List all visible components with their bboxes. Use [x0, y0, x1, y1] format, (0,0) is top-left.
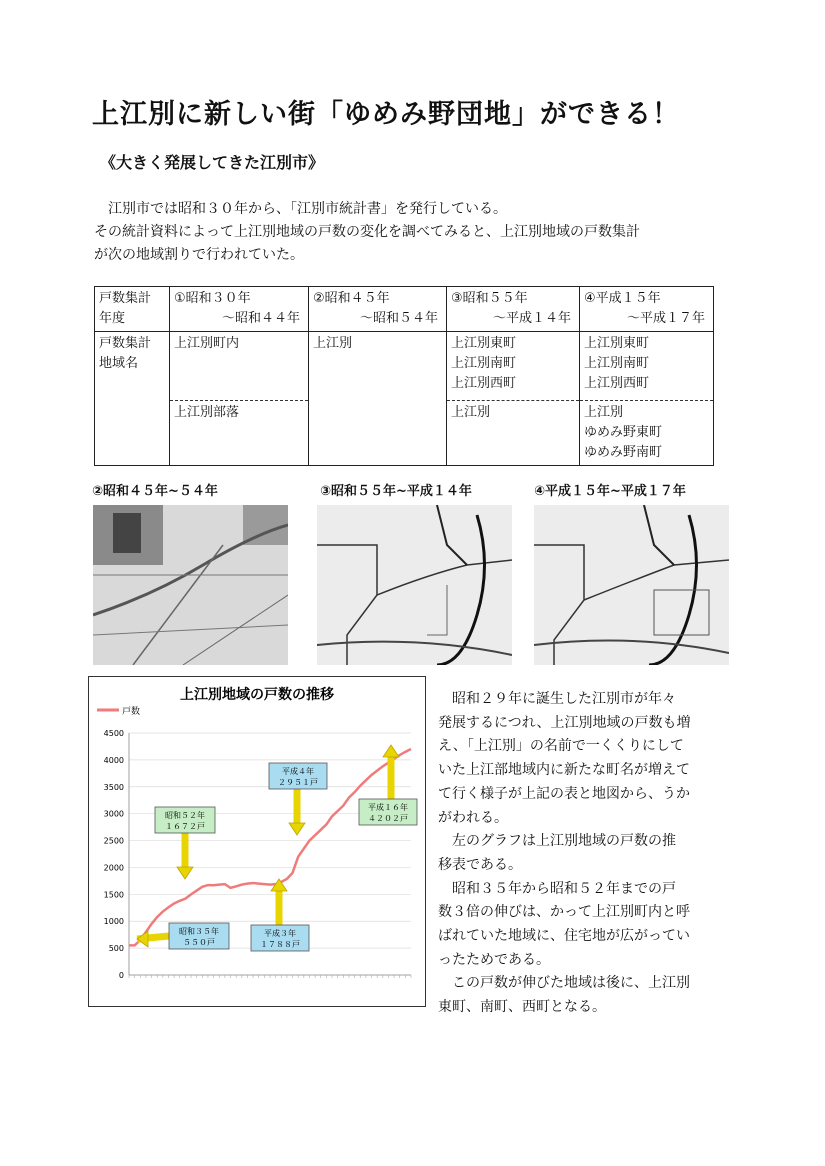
map-caption: ②昭和４５年~５４年	[92, 484, 218, 499]
period-start: ④平成１５年	[584, 291, 661, 306]
intro-line: 江別市では昭和３０年から、「江別市統計書」を発行している。	[94, 201, 507, 217]
period-end: ～平成１７年	[626, 311, 705, 326]
intro-line: その統計資料によって上江別地域の戸数の変化を調べてみると、上江別地域の戸数集計	[94, 224, 640, 240]
area-division-table	[94, 286, 714, 466]
period-header-cell	[170, 287, 309, 332]
y-tick-label: 4000	[103, 755, 124, 765]
table-row-areas	[95, 332, 714, 466]
callout-arrow-head	[137, 931, 148, 947]
paragraph-line: 昭和２９年に誕生した江別市が年々	[438, 691, 676, 707]
paragraph-line: ったためである。	[438, 951, 550, 968]
table-row-years	[95, 287, 714, 332]
paragraph-line: ばれていた地域に、住宅地が広がってい	[438, 928, 690, 945]
paragraph-line: いた上江部地域内に新たな町名が増えて	[438, 762, 690, 779]
area-name: 上江別部落	[174, 405, 240, 420]
period-header-cell	[580, 287, 714, 332]
area-name: ゆめみ野東町	[584, 425, 663, 440]
period-start: ③昭和５５年	[451, 291, 528, 306]
row-header-line: 地域名	[99, 356, 139, 371]
area-name: 上江別東町	[451, 336, 517, 351]
body-paragraph	[438, 688, 691, 1020]
row-header-cell	[95, 332, 170, 466]
chart-canvas	[89, 677, 425, 1006]
area-name: ゆめみ野南町	[584, 445, 663, 460]
area-name: 上江別西町	[451, 376, 517, 391]
y-tick-label: 0	[118, 971, 124, 980]
area-cell	[170, 332, 309, 466]
period-start: ①昭和３０年	[174, 291, 251, 306]
y-tick-label: 1500	[103, 890, 124, 900]
row-header-cell	[95, 287, 170, 332]
callout-label: 昭和５２年	[165, 811, 205, 820]
map-caption: ③昭和５５年~平成１４年	[320, 484, 472, 499]
area-name: 上江別	[313, 336, 353, 351]
section-heading: 《大きく発展してきた江別市》	[100, 153, 325, 172]
intro-line: が次の地域割りで行われていた。	[94, 247, 304, 263]
paragraph-line: この戸数が伸びた地域は後に、上江別	[438, 975, 690, 992]
callout-value: １６７２戸	[165, 822, 205, 831]
callout-value: ２９５１戸	[278, 778, 318, 787]
legend-label: 戸数	[122, 707, 141, 717]
y-tick-label: 2000	[103, 863, 124, 873]
callout-label: 平成３年	[264, 929, 296, 938]
period-end: ～昭和５４年	[359, 311, 438, 326]
area-name: 上江別東町	[584, 336, 650, 351]
paragraph-line: 数３倍の伸びは、かって上江別町内と呼	[438, 904, 690, 921]
area-name: 上江別西町	[584, 376, 650, 391]
area-name: 上江別南町	[451, 356, 517, 371]
household-chart	[88, 676, 426, 1007]
paragraph-line: がわれる。	[438, 809, 508, 826]
paragraph-line: 東町、南町、西町となる。	[438, 999, 606, 1016]
row-header-line: 戸数集計	[99, 291, 152, 306]
y-tick-label: 1000	[103, 917, 124, 927]
callout-label: 平成１６年	[368, 803, 408, 812]
callout-value: ５５０戸	[183, 938, 215, 947]
map-image-2	[317, 505, 512, 665]
paragraph-line: 昭和３５年から昭和５２年までの戸	[438, 880, 676, 897]
chart-title: 上江別地域の戸数の推移	[180, 687, 334, 703]
callout-value: ４２０２戸	[368, 814, 408, 823]
period-header-cell	[309, 287, 447, 332]
y-tick-label: 3000	[103, 809, 124, 819]
callout-label: 平成４年	[282, 767, 314, 776]
callout-arrow-head	[383, 745, 399, 757]
callout-value: １７８８戸	[260, 940, 300, 949]
y-tick-label: 3500	[103, 782, 124, 792]
y-tick-label: 2500	[103, 836, 124, 846]
row-header-line: 戸数集計	[99, 336, 152, 351]
period-start: ②昭和４５年	[313, 291, 390, 306]
map-image-1	[93, 505, 288, 665]
period-header-cell	[447, 287, 580, 332]
area-name: 上江別	[584, 405, 624, 420]
y-tick-label: 500	[108, 944, 124, 954]
callout-label: 昭和３５年	[179, 927, 219, 936]
paragraph-line: て行く様子が上記の表と地図から、うか	[438, 785, 690, 802]
page-title: 上江別に新しい街「ゆめみ野団地」ができる！	[92, 99, 680, 130]
map-caption: ④平成１５年~平成１７年	[534, 484, 686, 499]
area-name: 上江別町内	[174, 336, 240, 351]
area-name: 上江別南町	[584, 356, 650, 371]
callout-arrow-head	[177, 867, 193, 879]
area-cell	[580, 332, 714, 466]
row-header-line: 年度	[99, 311, 126, 326]
callout-arrow-head	[289, 823, 305, 835]
paragraph-line: え、「上江別」の名前で一くくりにして	[438, 738, 684, 755]
area-name: 上江別	[451, 405, 491, 420]
period-end: ～昭和４４年	[221, 311, 300, 326]
area-cell	[447, 332, 580, 466]
paragraph-line: 左のグラフは上江別地域の戸数の推	[438, 833, 676, 850]
y-tick-label: 4500	[103, 729, 124, 738]
area-cell	[309, 332, 447, 466]
paragraph-line: 発展するにつれ、上江別地域の戸数も増	[438, 714, 691, 731]
period-end: ～平成１４年	[492, 311, 571, 326]
map-image-3	[534, 505, 729, 665]
paragraph-line: 移表である。	[438, 856, 522, 873]
